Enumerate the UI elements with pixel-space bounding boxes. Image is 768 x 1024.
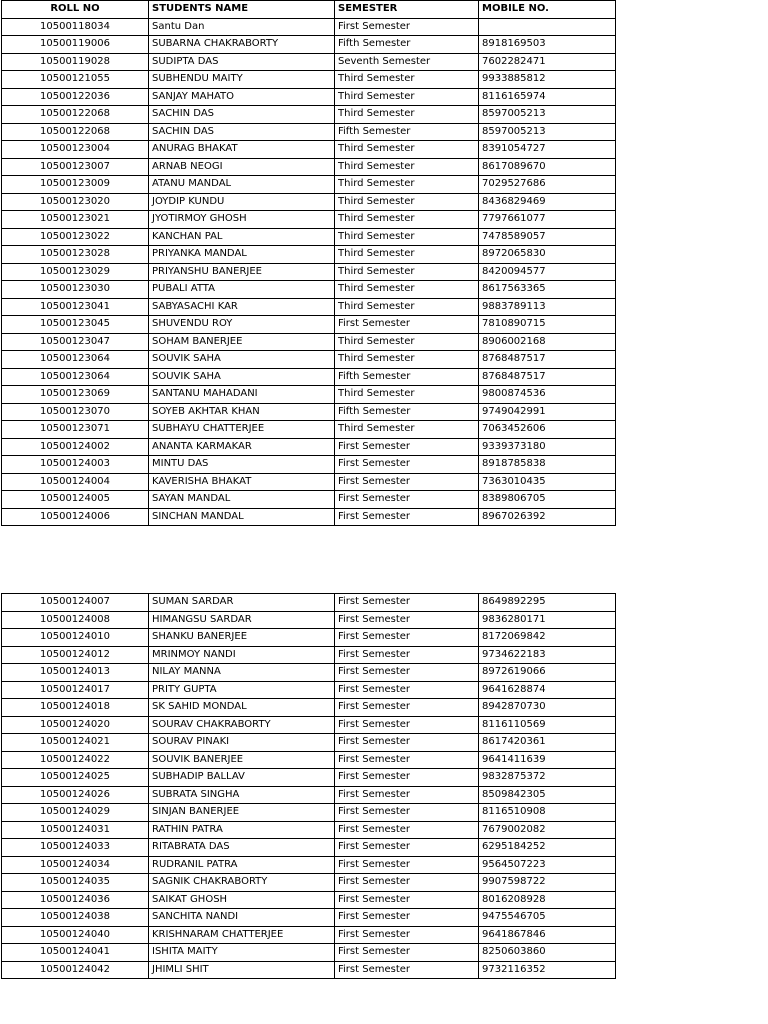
student-name-cell: HIMANGSU SARDAR: [149, 611, 335, 629]
roll-no-cell: 10500123064: [2, 351, 149, 369]
mobile-no-cell: 8617563365: [479, 281, 616, 299]
roll-no-cell: 10500124022: [2, 751, 149, 769]
semester-cell: First Semester: [335, 734, 479, 752]
table-row: [2, 158, 616, 176]
roll-no-cell: 10500124025: [2, 769, 149, 787]
roll-no-cell: 10500124041: [2, 944, 149, 962]
table-row: [2, 456, 616, 474]
roll-no-cell: 10500124018: [2, 699, 149, 717]
semester-cell: First Semester: [335, 681, 479, 699]
student-name-cell: MRINMOY NANDI: [149, 646, 335, 664]
table-row: [2, 123, 616, 141]
roll-no-cell: 10500123069: [2, 386, 149, 404]
semester-cell: First Semester: [335, 786, 479, 804]
semester-cell: Third Semester: [335, 88, 479, 106]
mobile-no-cell: 8116110569: [479, 716, 616, 734]
table-row: [2, 36, 616, 54]
student-name-cell: SUDIPTA DAS: [149, 53, 335, 71]
student-name-cell: NILAY MANNA: [149, 664, 335, 682]
semester-cell: Third Semester: [335, 176, 479, 194]
roll-no-cell: 10500124010: [2, 629, 149, 647]
student-table-top: [1, 0, 616, 526]
roll-no-cell: 10500124031: [2, 821, 149, 839]
mobile-no-cell: 7797661077: [479, 211, 616, 229]
mobile-no-cell: 8116510908: [479, 804, 616, 822]
table-row: [2, 909, 616, 927]
mobile-no-cell: 8918169503: [479, 36, 616, 54]
table-row: [2, 664, 616, 682]
roll-no-cell: 10500118034: [2, 18, 149, 36]
semester-cell: First Semester: [335, 611, 479, 629]
student-name-cell: SINJAN BANERJEE: [149, 804, 335, 822]
roll-no-cell: 10500123029: [2, 263, 149, 281]
roll-no-cell: 10500124033: [2, 839, 149, 857]
student-name-cell: ISHITA MAITY: [149, 944, 335, 962]
roll-no-cell: 10500123009: [2, 176, 149, 194]
mobile-no-cell: 9339373180: [479, 438, 616, 456]
student-name-cell: RITABRATA DAS: [149, 839, 335, 857]
table-row: [2, 839, 616, 857]
roll-no-cell: 10500122068: [2, 106, 149, 124]
mobile-no-cell: 9641628874: [479, 681, 616, 699]
student-name-cell: SAYAN MANDAL: [149, 491, 335, 509]
semester-cell: Third Semester: [335, 106, 479, 124]
table-row: [2, 874, 616, 892]
student-name-cell: SOHAM BANERJEE: [149, 333, 335, 351]
mobile-no-cell: 7029527686: [479, 176, 616, 194]
mobile-no-cell: 8967026392: [479, 508, 616, 526]
mobile-no-cell: 8617420361: [479, 734, 616, 752]
mobile-no-cell: 9641867846: [479, 926, 616, 944]
semester-cell: First Semester: [335, 594, 479, 612]
mobile-no-cell: 8649892295: [479, 594, 616, 612]
mobile-no-cell: 8116165974: [479, 88, 616, 106]
table-row: [2, 473, 616, 491]
mobile-no-cell: 9564507223: [479, 856, 616, 874]
mobile-no-cell: 8391054727: [479, 141, 616, 159]
semester-cell: First Semester: [335, 821, 479, 839]
roll-no-cell: 10500124040: [2, 926, 149, 944]
student-name-cell: SHUVENDU ROY: [149, 316, 335, 334]
student-name-cell: JYOTIRMOY GHOSH: [149, 211, 335, 229]
student-name-cell: PRITY GUPTA: [149, 681, 335, 699]
header-roll-no: ROLL NO: [2, 1, 149, 19]
mobile-no-cell: 8597005213: [479, 106, 616, 124]
mobile-no-cell: 9734622183: [479, 646, 616, 664]
semester-cell: First Semester: [335, 456, 479, 474]
roll-no-cell: 10500124034: [2, 856, 149, 874]
semester-cell: Fifth Semester: [335, 368, 479, 386]
student-name-cell: SABYASACHI KAR: [149, 298, 335, 316]
semester-cell: First Semester: [335, 751, 479, 769]
mobile-no-cell: 8420094577: [479, 263, 616, 281]
roll-no-cell: 10500123028: [2, 246, 149, 264]
table-row: [2, 351, 616, 369]
table-row: [2, 141, 616, 159]
mobile-no-cell: 8436829469: [479, 193, 616, 211]
semester-cell: First Semester: [335, 769, 479, 787]
roll-no-cell: 10500123041: [2, 298, 149, 316]
mobile-no-cell: [479, 18, 616, 36]
table-row: [2, 53, 616, 71]
table-row: [2, 246, 616, 264]
semester-cell: Third Semester: [335, 158, 479, 176]
mobile-no-cell: 8016208928: [479, 891, 616, 909]
semester-cell: First Semester: [335, 316, 479, 334]
mobile-no-cell: 9836280171: [479, 611, 616, 629]
student-name-cell: Santu Dan: [149, 18, 335, 36]
student-name-cell: SUBHENDU MAITY: [149, 71, 335, 89]
student-name-cell: PRIYANKA MANDAL: [149, 246, 335, 264]
roll-no-cell: 10500124020: [2, 716, 149, 734]
table-row: [2, 491, 616, 509]
semester-cell: First Semester: [335, 508, 479, 526]
semester-cell: Third Semester: [335, 193, 479, 211]
student-name-cell: RATHIN PATRA: [149, 821, 335, 839]
header-row: [2, 1, 616, 19]
table-row: [2, 71, 616, 89]
student-table-bottom: [1, 593, 616, 979]
roll-no-cell: 10500124002: [2, 438, 149, 456]
table-row: [2, 821, 616, 839]
student-name-cell: JOYDIP KUNDU: [149, 193, 335, 211]
mobile-no-cell: 9832875372: [479, 769, 616, 787]
semester-cell: First Semester: [335, 944, 479, 962]
table-body-top: [2, 18, 616, 526]
table-row: [2, 944, 616, 962]
semester-cell: Fifth Semester: [335, 123, 479, 141]
table-row: [2, 193, 616, 211]
table-row: [2, 856, 616, 874]
roll-no-cell: 10500123021: [2, 211, 149, 229]
roll-no-cell: 10500119006: [2, 36, 149, 54]
roll-no-cell: 10500123030: [2, 281, 149, 299]
mobile-no-cell: 7063452606: [479, 421, 616, 439]
roll-no-cell: 10500124021: [2, 734, 149, 752]
semester-cell: First Semester: [335, 491, 479, 509]
semester-cell: First Semester: [335, 18, 479, 36]
mobile-no-cell: 9475546705: [479, 909, 616, 927]
mobile-no-cell: 9732116352: [479, 961, 616, 979]
table-row: [2, 786, 616, 804]
semester-cell: First Semester: [335, 804, 479, 822]
mobile-no-cell: 8906002168: [479, 333, 616, 351]
student-name-cell: ANANTA KARMAKAR: [149, 438, 335, 456]
table-row: [2, 699, 616, 717]
roll-no-cell: 10500123022: [2, 228, 149, 246]
semester-cell: Third Semester: [335, 263, 479, 281]
mobile-no-cell: 7602282471: [479, 53, 616, 71]
semester-cell: First Semester: [335, 716, 479, 734]
mobile-no-cell: 8250603860: [479, 944, 616, 962]
semester-cell: First Semester: [335, 438, 479, 456]
table-row: [2, 421, 616, 439]
student-name-cell: SUBRATA SINGHA: [149, 786, 335, 804]
roll-no-cell: 10500124006: [2, 508, 149, 526]
student-name-cell: SACHIN DAS: [149, 106, 335, 124]
roll-no-cell: 10500124042: [2, 961, 149, 979]
table-row: [2, 611, 616, 629]
student-name-cell: SK SAHID MONDAL: [149, 699, 335, 717]
semester-cell: First Semester: [335, 926, 479, 944]
student-name-cell: RUDRANIL PATRA: [149, 856, 335, 874]
roll-no-cell: 10500123064: [2, 368, 149, 386]
table-row: [2, 211, 616, 229]
mobile-no-cell: 8768487517: [479, 351, 616, 369]
semester-cell: First Semester: [335, 909, 479, 927]
table-row: [2, 281, 616, 299]
mobile-no-cell: 9883789113: [479, 298, 616, 316]
semester-cell: First Semester: [335, 646, 479, 664]
table-row: [2, 403, 616, 421]
mobile-no-cell: 7810890715: [479, 316, 616, 334]
header-mobile-no: MOBILE NO.: [479, 1, 616, 19]
mobile-no-cell: 9749042991: [479, 403, 616, 421]
table-row: [2, 88, 616, 106]
roll-no-cell: 10500124005: [2, 491, 149, 509]
mobile-no-cell: 9907598722: [479, 874, 616, 892]
student-name-cell: KRISHNARAM CHATTERJEE: [149, 926, 335, 944]
student-name-cell: PUBALI ATTA: [149, 281, 335, 299]
mobile-no-cell: 6295184252: [479, 839, 616, 857]
roll-no-cell: 10500123004: [2, 141, 149, 159]
semester-cell: Third Semester: [335, 281, 479, 299]
roll-no-cell: 10500124007: [2, 594, 149, 612]
student-name-cell: KANCHAN PAL: [149, 228, 335, 246]
semester-cell: First Semester: [335, 839, 479, 857]
student-name-cell: SANJAY MAHATO: [149, 88, 335, 106]
table-row: [2, 804, 616, 822]
table-row: [2, 646, 616, 664]
table-row: [2, 594, 616, 612]
roll-no-cell: 10500122068: [2, 123, 149, 141]
mobile-no-cell: 8942870730: [479, 699, 616, 717]
student-name-cell: PRIYANSHU BANERJEE: [149, 263, 335, 281]
roll-no-cell: 10500124029: [2, 804, 149, 822]
table-body-bottom: [2, 594, 616, 979]
semester-cell: First Semester: [335, 891, 479, 909]
student-name-cell: SAIKAT GHOSH: [149, 891, 335, 909]
table-row: [2, 368, 616, 386]
student-name-cell: SOURAV PINAKI: [149, 734, 335, 752]
roll-no-cell: 10500122036: [2, 88, 149, 106]
roll-no-cell: 10500124036: [2, 891, 149, 909]
table-row: [2, 961, 616, 979]
mobile-no-cell: 8509842305: [479, 786, 616, 804]
roll-no-cell: 10500123070: [2, 403, 149, 421]
student-name-cell: SUMAN SARDAR: [149, 594, 335, 612]
table-row: [2, 734, 616, 752]
roll-no-cell: 10500123007: [2, 158, 149, 176]
table-row: [2, 298, 616, 316]
table-row: [2, 716, 616, 734]
header-students-name: STUDENTS NAME: [149, 1, 335, 19]
mobile-no-cell: 8768487517: [479, 368, 616, 386]
student-name-cell: ANURAG BHAKAT: [149, 141, 335, 159]
mobile-no-cell: 9800874536: [479, 386, 616, 404]
student-name-cell: SHANKU BANERJEE: [149, 629, 335, 647]
mobile-no-cell: 8972619066: [479, 664, 616, 682]
semester-cell: Third Semester: [335, 298, 479, 316]
semester-cell: Third Semester: [335, 228, 479, 246]
table-row: [2, 316, 616, 334]
roll-no-cell: 10500124003: [2, 456, 149, 474]
table-row: [2, 106, 616, 124]
semester-cell: Third Semester: [335, 333, 479, 351]
semester-cell: First Semester: [335, 629, 479, 647]
table-row: [2, 926, 616, 944]
student-name-cell: SOURAV CHAKRABORTY: [149, 716, 335, 734]
student-name-cell: SANTANU MAHADANI: [149, 386, 335, 404]
student-name-cell: KAVERISHA BHAKAT: [149, 473, 335, 491]
roll-no-cell: 10500124004: [2, 473, 149, 491]
student-name-cell: SOYEB AKHTAR KHAN: [149, 403, 335, 421]
semester-cell: First Semester: [335, 961, 479, 979]
semester-cell: Third Semester: [335, 351, 479, 369]
table-row: [2, 263, 616, 281]
roll-no-cell: 10500124038: [2, 909, 149, 927]
table-row: [2, 681, 616, 699]
semester-cell: First Semester: [335, 699, 479, 717]
student-name-cell: SUBARNA CHAKRABORTY: [149, 36, 335, 54]
student-name-cell: SUBHADIP BALLAV: [149, 769, 335, 787]
table-row: [2, 228, 616, 246]
student-name-cell: SUBHAYU CHATTERJEE: [149, 421, 335, 439]
mobile-no-cell: 9641411639: [479, 751, 616, 769]
student-name-cell: SOUVIK BANERJEE: [149, 751, 335, 769]
roll-no-cell: 10500119028: [2, 53, 149, 71]
table-row: [2, 751, 616, 769]
table-row: [2, 508, 616, 526]
roll-no-cell: 10500123047: [2, 333, 149, 351]
roll-no-cell: 10500123020: [2, 193, 149, 211]
semester-cell: First Semester: [335, 664, 479, 682]
roll-no-cell: 10500124013: [2, 664, 149, 682]
mobile-no-cell: 8597005213: [479, 123, 616, 141]
mobile-no-cell: 9933885812: [479, 71, 616, 89]
table-row: [2, 386, 616, 404]
semester-cell: Seventh Semester: [335, 53, 479, 71]
table-row: [2, 629, 616, 647]
mobile-no-cell: 8972065830: [479, 246, 616, 264]
header-semester: SEMESTER: [335, 1, 479, 19]
semester-cell: Third Semester: [335, 141, 479, 159]
table-row: [2, 333, 616, 351]
mobile-no-cell: 7478589057: [479, 228, 616, 246]
roll-no-cell: 10500124035: [2, 874, 149, 892]
mobile-no-cell: 7679002082: [479, 821, 616, 839]
roll-no-cell: 10500121055: [2, 71, 149, 89]
semester-cell: Third Semester: [335, 211, 479, 229]
roll-no-cell: 10500124008: [2, 611, 149, 629]
student-name-cell: ATANU MANDAL: [149, 176, 335, 194]
roll-no-cell: 10500124026: [2, 786, 149, 804]
mobile-no-cell: 8918785838: [479, 456, 616, 474]
mobile-no-cell: 8389806705: [479, 491, 616, 509]
table-row: [2, 18, 616, 36]
semester-cell: First Semester: [335, 856, 479, 874]
semester-cell: Third Semester: [335, 71, 479, 89]
semester-cell: Third Semester: [335, 421, 479, 439]
table-row: [2, 891, 616, 909]
student-name-cell: MINTU DAS: [149, 456, 335, 474]
roll-no-cell: 10500124012: [2, 646, 149, 664]
roll-no-cell: 10500123045: [2, 316, 149, 334]
semester-cell: First Semester: [335, 874, 479, 892]
student-name-cell: JHIMLI SHIT: [149, 961, 335, 979]
student-name-cell: SANCHITA NANDI: [149, 909, 335, 927]
roll-no-cell: 10500123071: [2, 421, 149, 439]
mobile-no-cell: 7363010435: [479, 473, 616, 491]
student-name-cell: SOUVIK SAHA: [149, 368, 335, 386]
table-row: [2, 176, 616, 194]
table-row: [2, 438, 616, 456]
mobile-no-cell: 8617089670: [479, 158, 616, 176]
table-row: [2, 769, 616, 787]
semester-cell: First Semester: [335, 473, 479, 491]
semester-cell: Third Semester: [335, 246, 479, 264]
semester-cell: Fifth Semester: [335, 36, 479, 54]
student-name-cell: SACHIN DAS: [149, 123, 335, 141]
student-name-cell: ARNAB NEOGI: [149, 158, 335, 176]
student-name-cell: SOUVIK SAHA: [149, 351, 335, 369]
student-name-cell: SAGNIK CHAKRABORTY: [149, 874, 335, 892]
semester-cell: Third Semester: [335, 386, 479, 404]
student-name-cell: SINCHAN MANDAL: [149, 508, 335, 526]
semester-cell: Fifth Semester: [335, 403, 479, 421]
roll-no-cell: 10500124017: [2, 681, 149, 699]
mobile-no-cell: 8172069842: [479, 629, 616, 647]
